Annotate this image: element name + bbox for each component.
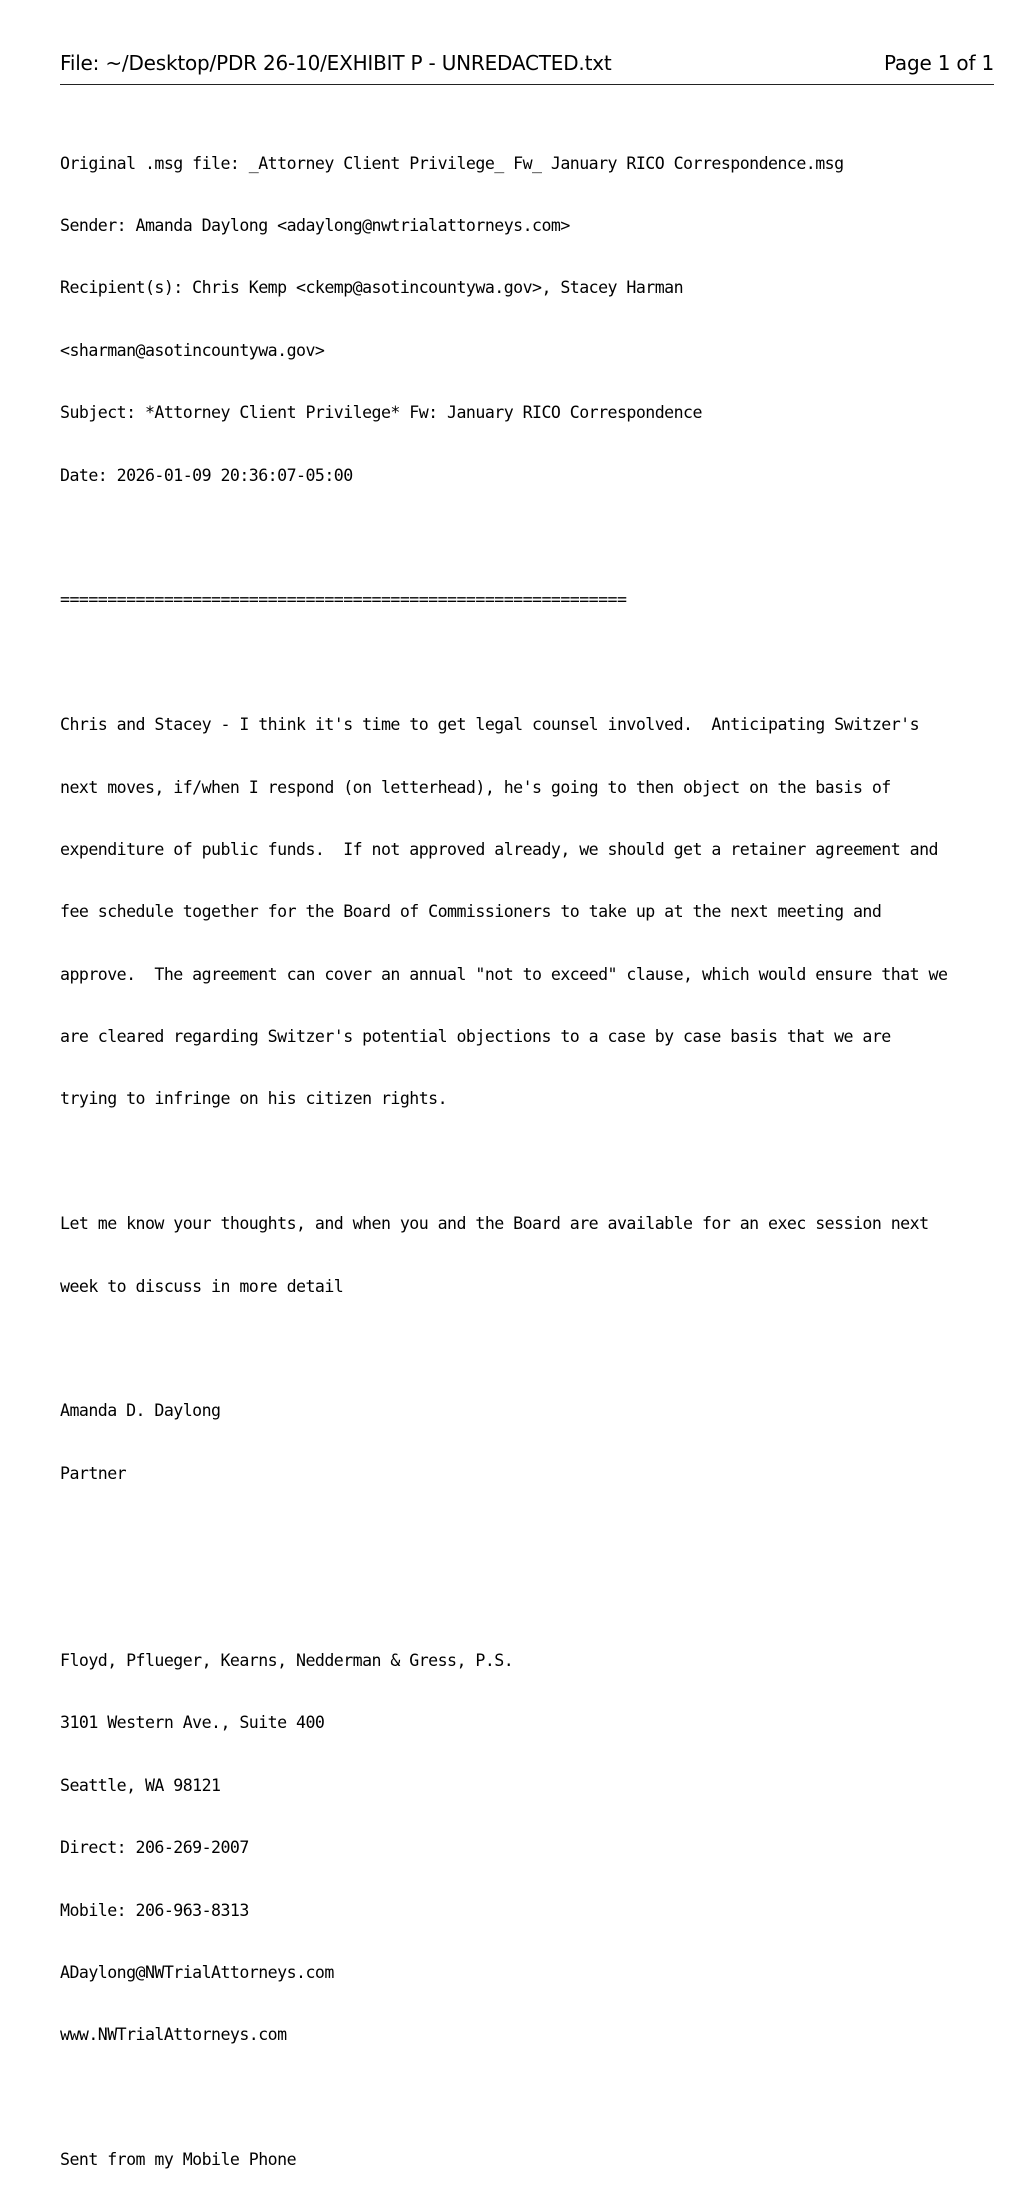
subject-line: Subject: *Attorney Client Privilege* Fw: January RICO Correspondence (60, 403, 702, 423)
body-line: Chris and Stacey - I think it's time to get legal counsel involved. Anticipating Switzer's (60, 715, 920, 735)
firm-name: Floyd, Pflueger, Kearns, Nedderman & Gress, P.S. (60, 1650, 514, 1670)
msg-file-line: Original .msg file: _Attorney Client Privilege_ Fw_ January RICO Correspondence.msg (60, 153, 844, 173)
blank-line (60, 653, 1010, 674)
blank-line (60, 1152, 1010, 1173)
body-line: trying to infringe on his citizen rights. (60, 1089, 448, 1109)
separator-line: ============================================================ (60, 590, 627, 610)
body-line: are cleared regarding Switzer's potential objections to a case by case basis that we are (60, 1027, 891, 1047)
blank-line (60, 1526, 1010, 1547)
signature-title: Partner (60, 1463, 127, 1483)
header-divider (60, 84, 994, 85)
body-line: approve. The agreement can cover an annual "not to exceed" clause, which would ensure that we (60, 964, 948, 984)
firm-address-street: 3101 Western Ave., Suite 400 (60, 1713, 325, 1733)
body-line: Let me know your thoughts, and when you and the Board are available for an exec session next (60, 1214, 929, 1234)
signature-name: Amanda D. Daylong (60, 1401, 221, 1421)
email-address: ADaylong@NWTrialAttorneys.com (60, 1962, 334, 1982)
body-line: next moves, if/when I respond (on letterhead), he's going to then object on the basis of (60, 777, 891, 797)
mobile-phone: Mobile: 206-963-8313 (60, 1900, 249, 1920)
message-body (60, 112, 1010, 2192)
recipients-line: Recipient(s): Chris Kemp <ckemp@asotincountywa.gov>, Stacey Harman (60, 278, 684, 298)
mobile-signature: Sent from my Mobile Phone (60, 2150, 297, 2170)
blank-line (60, 1339, 1010, 1360)
page-number-label: Page 1 of 1 (883, 51, 994, 75)
direct-phone: Direct: 206-269-2007 (60, 1838, 249, 1858)
website-address: www.NWTrialAttorneys.com (60, 2025, 287, 2045)
body-line: week to discuss in more detail (60, 1276, 344, 1296)
date-line: Date: 2026-01-09 20:36:07-05:00 (60, 465, 353, 485)
page-header (60, 49, 994, 77)
body-line: fee schedule together for the Board of Commissioners to take up at the next meeting and (60, 902, 882, 922)
file-path-label: File: ~/Desktop/PDR 26-10/EXHIBIT P - UNREDACTED.txt (60, 51, 612, 75)
sender-line: Sender: Amanda Daylong <adaylong@nwtrialattorneys.com> (60, 215, 570, 235)
firm-address-city: Seattle, WA 98121 (60, 1775, 221, 1795)
body-line: expenditure of public funds. If not approved already, we should get a retainer agreement and (60, 839, 938, 859)
blank-line (60, 2088, 1010, 2109)
blank-line (60, 1589, 1010, 1610)
recipients-line-continued: <sharman@asotincountywa.gov> (60, 340, 325, 360)
blank-line (60, 528, 1010, 549)
